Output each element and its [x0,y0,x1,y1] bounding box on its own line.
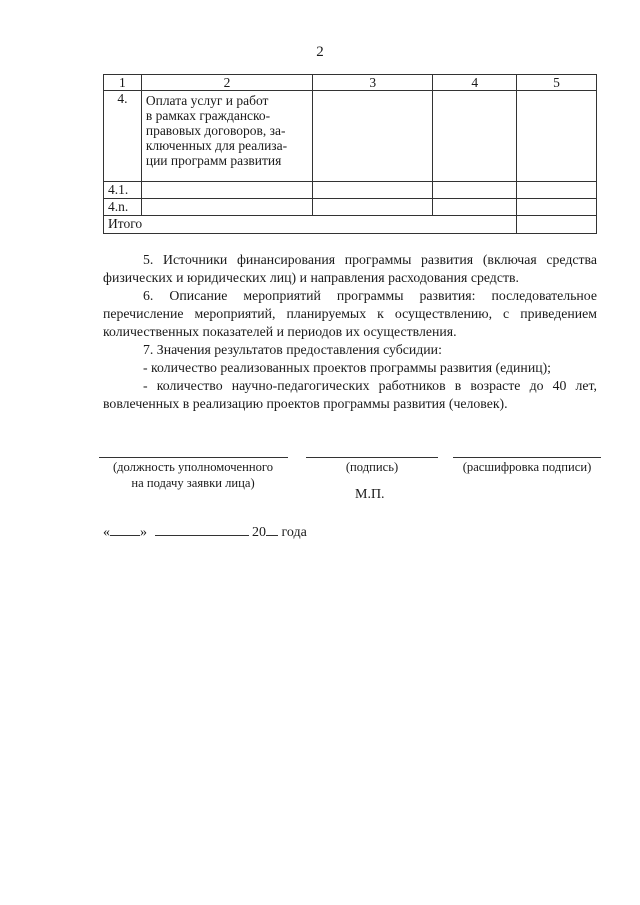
table-row [104,199,597,216]
table-cell [313,199,433,216]
signature-line [306,457,438,458]
stamp-place: М.П. [355,487,385,502]
year-suffix: года [278,525,307,540]
row-number: 4.n. [104,199,142,216]
quote-close: » [140,525,147,540]
table-cell [141,199,312,216]
table-cell [313,182,433,199]
decoding-line [453,457,601,458]
table-cell [517,199,597,216]
month-blank [155,523,249,536]
table-cell [313,91,433,182]
decoding-caption: (расшифровка подписи) [462,460,592,474]
table-row [104,91,597,182]
column-header: 2 [141,75,312,91]
total-row [104,216,597,234]
day-blank [110,523,140,536]
row-number: 4.1. [104,182,142,199]
table-cell [517,182,597,199]
position-line [99,457,288,458]
row-description: Оплата услуг и работ в рамках гражданско- правовых договоров, за- ключенных для реализа- ции программ развития [141,91,312,182]
column-header: 5 [517,75,597,91]
table-cell [517,91,597,182]
signature-caption: (подпись) [345,460,399,474]
table-cell [433,91,517,182]
budget-table [103,74,597,234]
indicator-item: - количество реализованных проектов программы развития (единиц); [143,360,552,375]
paragraph-6: 6. Описание мероприятий программы развития: последовательное перечисление мероприятий, планируемых к осуществлению, с приведением количественных показателей и периодов их осуществления. [103,288,597,339]
position-caption: (должность уполномоченного на подачу заявки лица) [112,460,274,490]
table-header-row [104,75,597,91]
table-cell [141,182,312,199]
table-cell [433,182,517,199]
paragraph-5: 5. Источники финансирования программы развития (включая средства физических и юридических лиц) и направления расходования средств. [103,252,597,285]
total-label: Итого [104,216,517,234]
indicator-item: - количество научно-педагогических работников в возрасте до 40 лет, вовлеченных в реализацию проектов программы развития (человек). [103,378,597,411]
column-header: 4 [433,75,517,91]
year-prefix: 20 [252,525,266,540]
year-blank [266,523,278,536]
paragraph-7: 7. Значения результатов предоставления субсидии: [143,342,442,357]
row-number: 4. [104,91,142,182]
table-cell [433,199,517,216]
section-text [103,251,597,413]
quote-open: « [103,525,110,540]
page-number: 2 [316,44,324,60]
column-header: 1 [104,75,142,91]
table-row [104,182,597,199]
table-cell [517,216,597,234]
date-line [103,523,307,541]
column-header: 3 [313,75,433,91]
